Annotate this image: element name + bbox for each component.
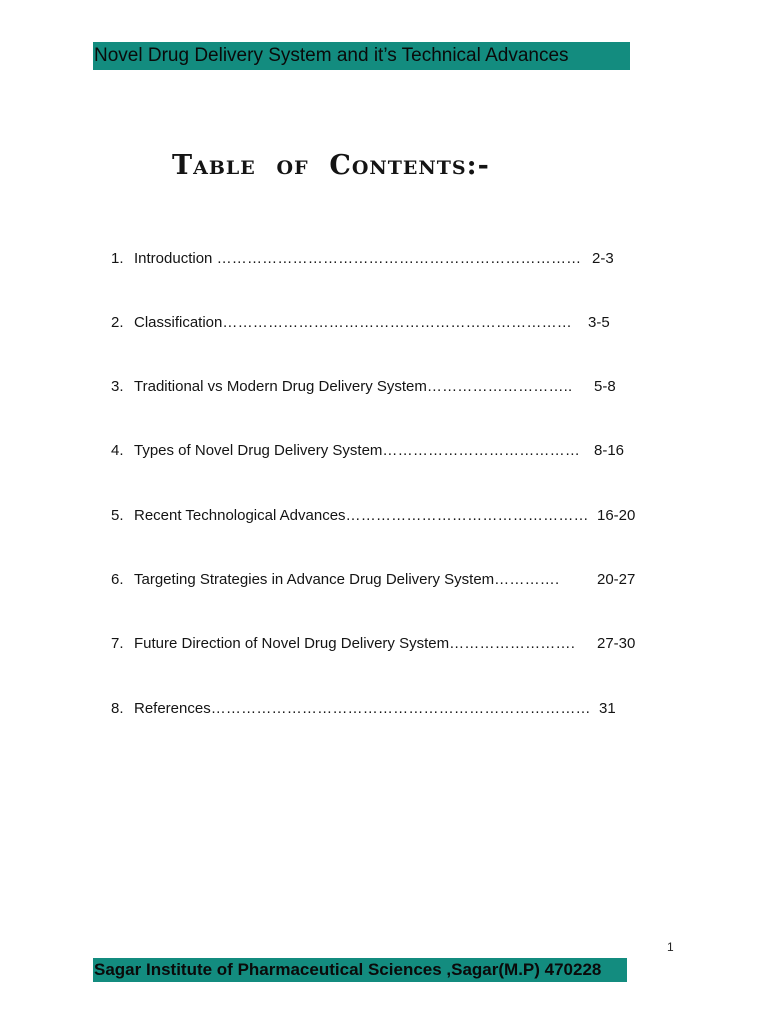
toc-item-types-of-ndds	[111, 441, 625, 461]
toc-item-label: Classification	[134, 314, 223, 331]
toc-item-label: Targeting Strategies in Advance Drug Delivery System	[134, 571, 495, 588]
document-footer	[93, 958, 627, 982]
toc-item-number: 4.	[111, 442, 124, 459]
toc-item-label: Introduction	[134, 250, 217, 267]
toc-item-leader: ………….	[494, 571, 560, 588]
toc-item-leader: …………………………………………	[345, 507, 589, 524]
toc-item-references	[111, 699, 616, 719]
toc-item-label: Traditional vs Modern Drug Delivery System	[134, 378, 427, 395]
toc-item-pages: 3-5	[588, 314, 610, 331]
toc-item-leader: ………………………..	[426, 378, 573, 395]
toc-item-label: References	[134, 700, 211, 717]
toc-item-pages: 31	[599, 700, 616, 717]
toc-item-leader: …………………………………	[382, 442, 581, 459]
toc-item-number: 5.	[111, 507, 124, 524]
toc-item-number: 2.	[111, 314, 124, 331]
toc-item-pages: 27-30	[597, 635, 636, 652]
toc-item-pages: 5-8	[594, 378, 616, 395]
toc-item-pages: 8-16	[594, 442, 625, 459]
toc-item-leader: ………………………………………………………………	[216, 250, 582, 267]
toc-item-number: 8.	[111, 700, 124, 717]
toc-item-pages: 2-3	[592, 250, 614, 267]
toc-item-leader: …………………………………………………………………	[210, 700, 591, 717]
toc-item-pages: 16-20	[597, 507, 636, 524]
toc-item-label: Types of Novel Drug Delivery System	[134, 442, 383, 459]
institution-name: Sagar Institute of Pharmaceutical Sciences ,Sagar(M.P) 470228	[94, 960, 602, 979]
toc-item-number: 7.	[111, 635, 124, 652]
toc-item-number: 6.	[111, 571, 124, 588]
page-number: 1	[667, 940, 674, 954]
toc-item-leader: …………………….	[449, 635, 576, 652]
toc-item-targeting-strategies	[111, 570, 636, 590]
toc-item-traditional-vs-modern	[111, 377, 616, 397]
toc-item-future-direction	[111, 634, 636, 654]
toc-item-introduction	[111, 249, 614, 269]
toc-heading: Table of Contents:-	[172, 150, 490, 181]
toc-item-number: 3.	[111, 378, 124, 395]
toc-item-recent-advances	[111, 506, 636, 526]
toc-item-pages: 20-27	[597, 571, 636, 588]
toc-item-label: Recent Technological Advances	[134, 507, 346, 524]
toc-item-number: 1.	[111, 250, 124, 267]
toc-item-leader: ……………………………………………………………	[222, 314, 572, 331]
toc-item-classification	[111, 313, 610, 333]
toc-item-label: Future Direction of Novel Drug Delivery System	[134, 635, 450, 652]
document-title: Novel Drug Delivery System and it’s Technical Advances	[94, 45, 569, 66]
